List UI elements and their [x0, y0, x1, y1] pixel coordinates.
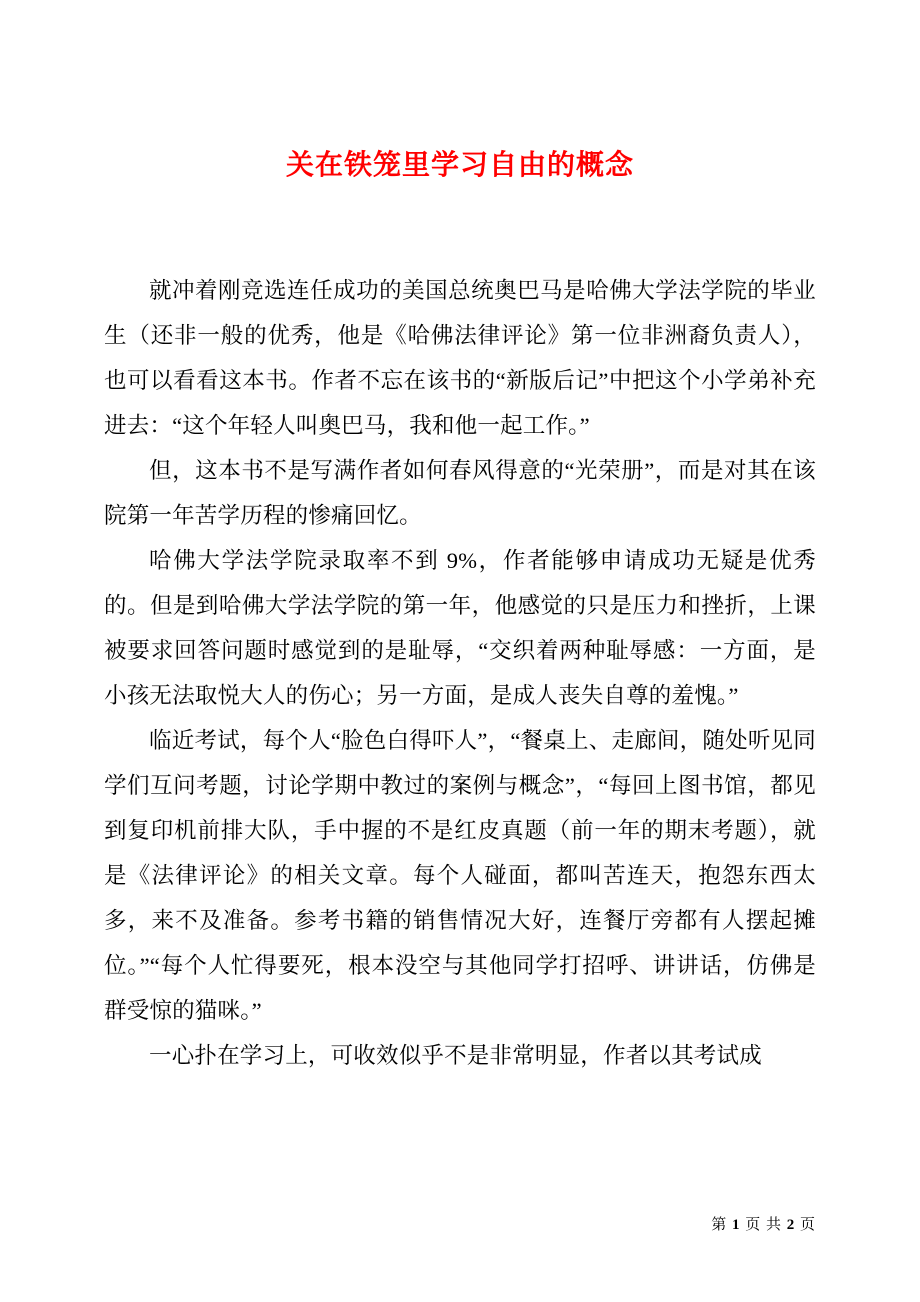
paragraph: 就冲着刚竞选连任成功的美国总统奥巴马是哈佛大学法学院的毕业生（还非一般的优秀，他是《哈佛法律评论》第一位非洲裔负责人），也可以看看这本书。作者不忘在该书的“新版后记”中把这个小学弟补充进去：“这个年轻人叫奥巴马，我和他一起工作。” — [104, 277, 816, 438]
paragraph: 临近考试，每个人“脸色白得吓人”，“餐桌上、走廊间，随处听见同学们互问考题，讨论学期中教过的案例与概念”，“每回上图书馆，都见到复印机前排大队，手中握的不是红皮真题（前一年的期末考题），就是《法律评论》的相关文章。每个人碰面，都叫苦连天，抱怨东西太多，来不及准备。参考书籍的销售情况大好，连餐厅旁都有人摆起摊位。”“每个人忙得要死，根本没空与其他同学打招呼、讲讲话，仿佛是群受惊的猫咪。” — [104, 727, 816, 1023]
footer-current-page: 1 — [731, 1217, 740, 1233]
footer-total-pages: 2 — [786, 1217, 795, 1233]
footer-total-unit: 页 — [799, 1217, 815, 1233]
footer-total-label: 共 — [765, 1217, 781, 1233]
page-title: 关在铁笼里学习自由的概念 — [285, 149, 634, 180]
footer-page-unit: 页 — [745, 1217, 761, 1233]
paragraph: 哈佛大学法学院录取率不到 9%，作者能够申请成功无疑是优秀的。但是到哈佛大学法学院的第一年，他感觉的只是压力和挫折，上课被要求回答问题时感觉到的是耻辱，“交织着两种耻辱感：一方面，是小孩无法取悦大人的伤心；另一方面，是成人丧失自尊的羞愧。” — [104, 547, 816, 708]
paragraph: 但，这本书不是写满作者如何春风得意的“光荣册”，而是对其在该院第一年苦学历程的惨痛回忆。 — [104, 457, 816, 528]
paragraph: 一心扑在学习上，可收效似乎不是非常明显，作者以其考试成 — [149, 1042, 762, 1068]
page-footer — [710, 1213, 816, 1234]
document-body — [104, 268, 816, 1078]
footer-page-label: 第 — [711, 1217, 727, 1233]
